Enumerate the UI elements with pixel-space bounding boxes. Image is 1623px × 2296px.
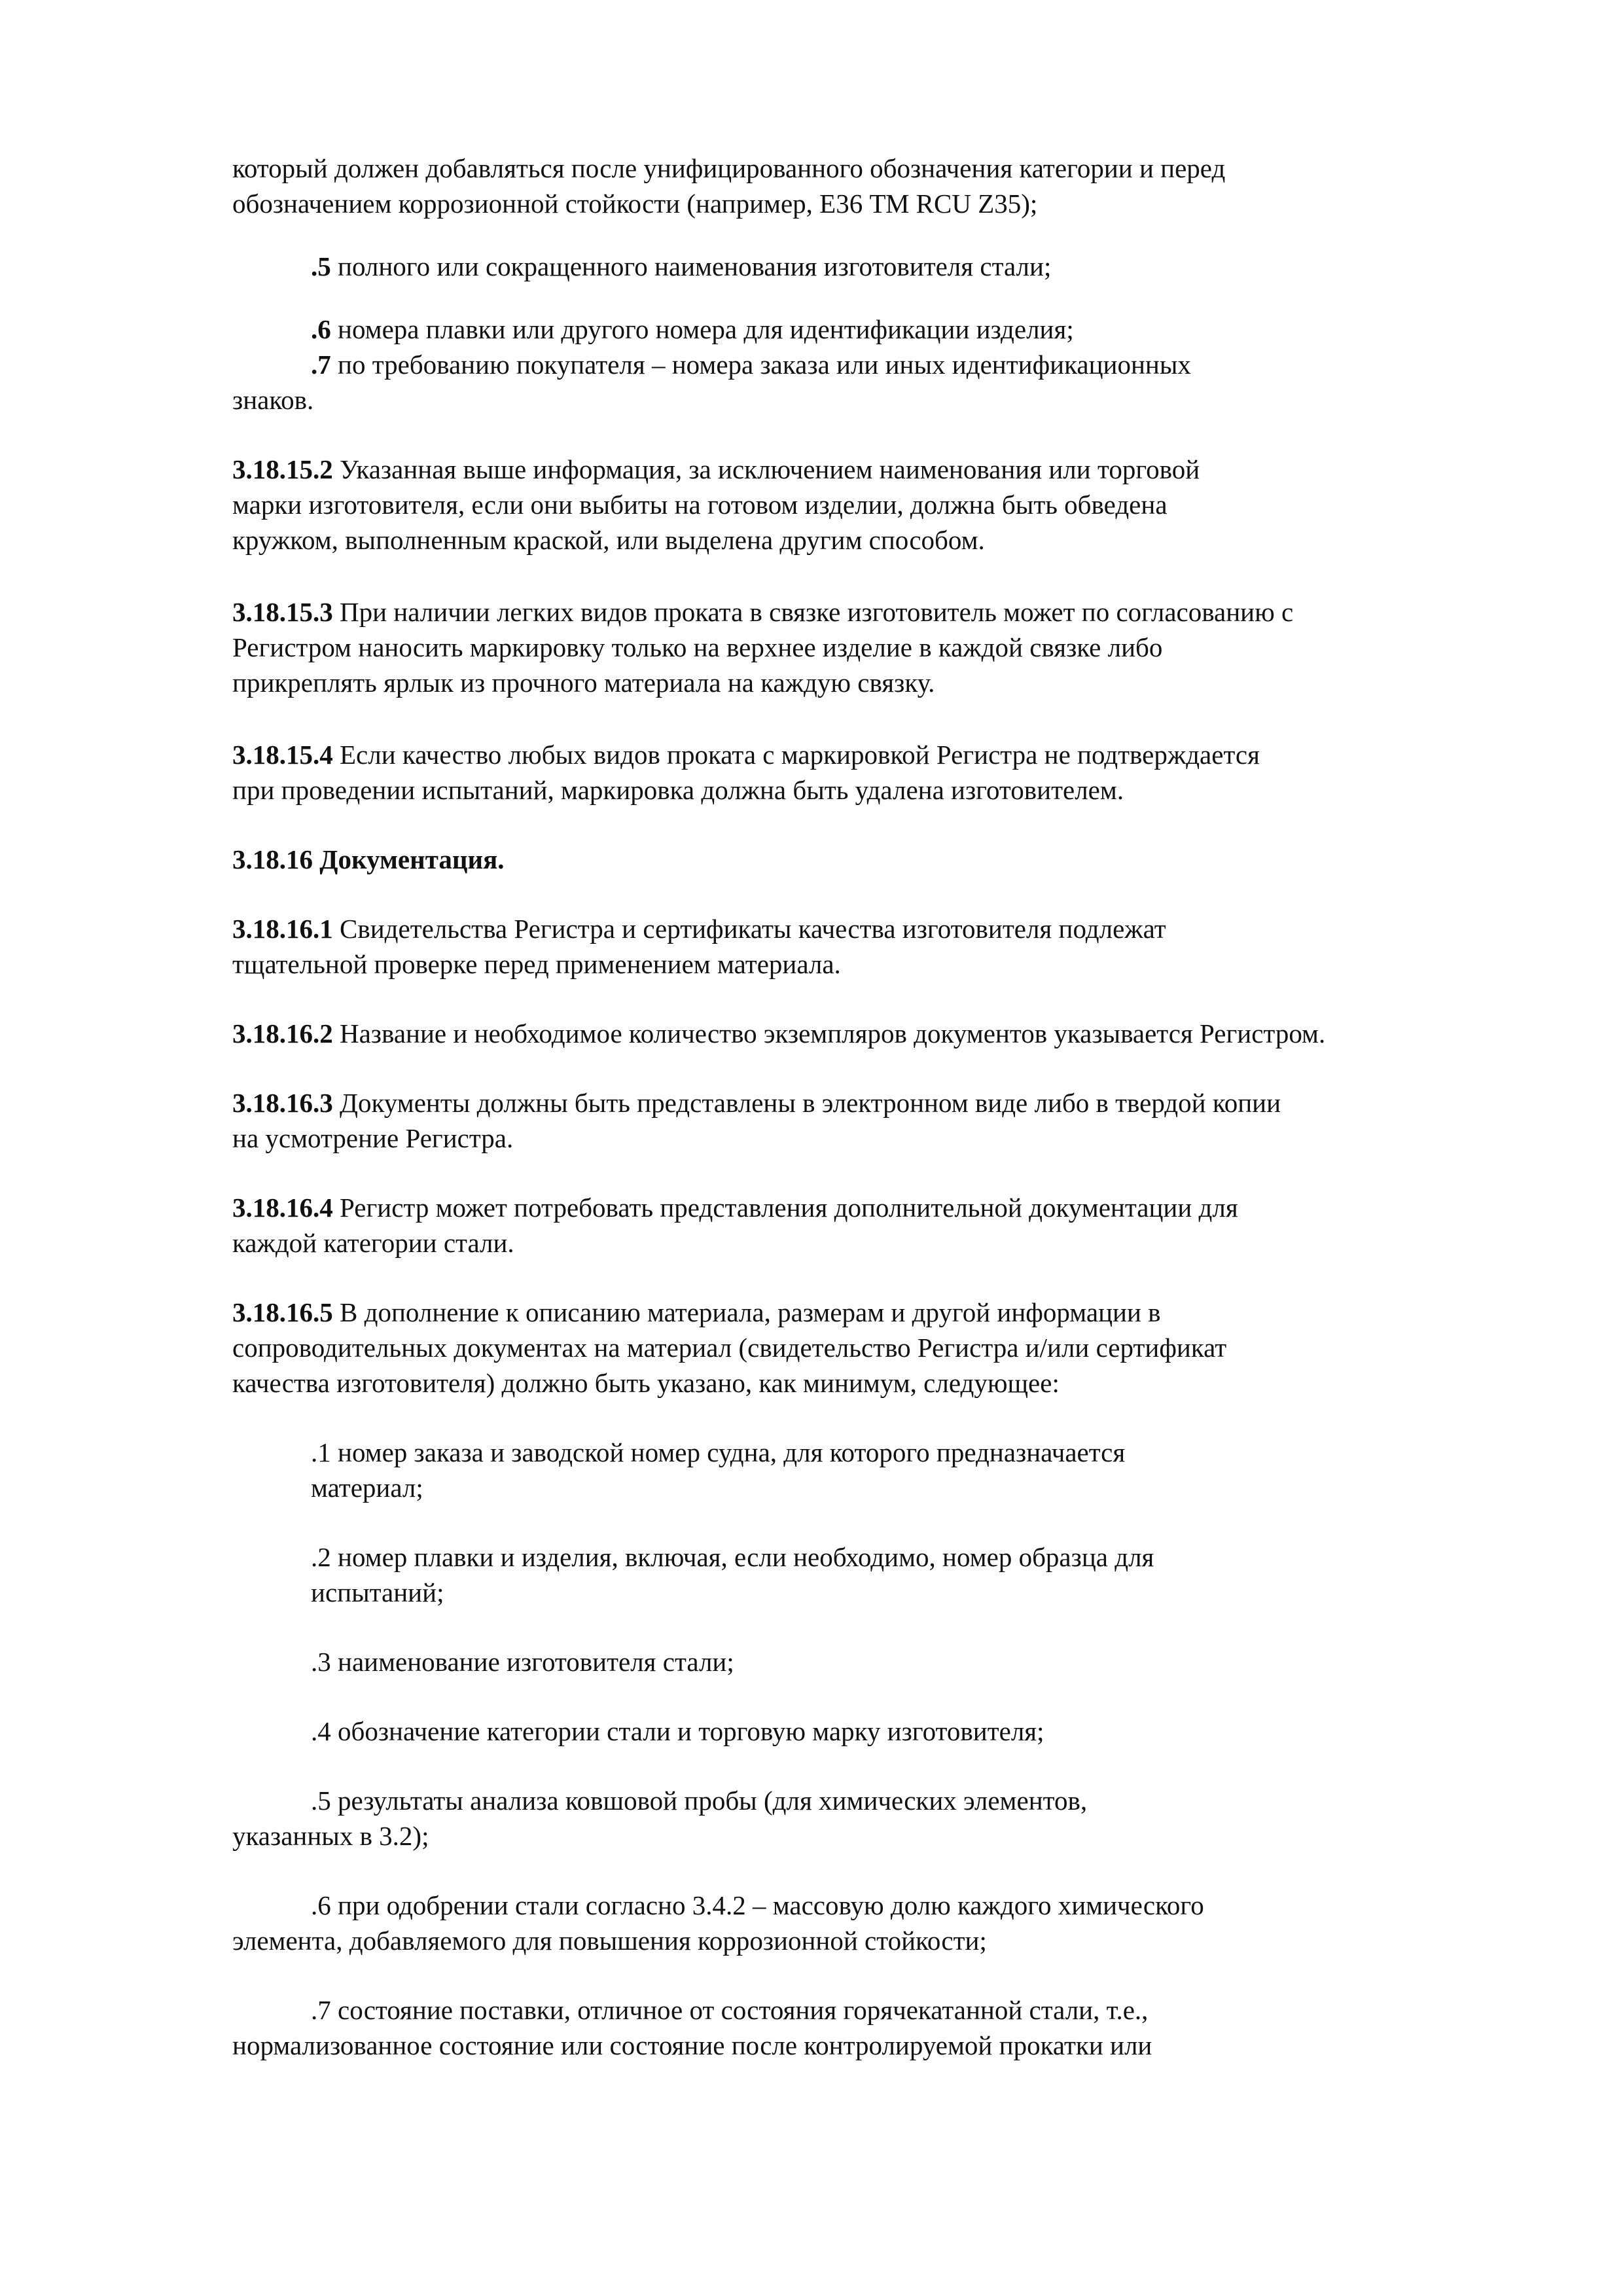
item-number: .6 — [311, 314, 331, 344]
paragraph-number: 3.18.16.3 — [232, 1088, 333, 1118]
paragraph-3-18-15-3-line-3: прикреплять ярлык из прочного материала на каждую связку. — [232, 668, 935, 698]
paragraph-3-18-16-5-line-3: качества изготовителя) должно быть указано, как минимум, следующее: — [232, 1368, 1060, 1398]
paragraph-number: 3.18.15.2 — [232, 454, 333, 484]
paragraph-3-18-16-5-line-2: сопроводительных документах на материал (свидетельство Регистра и/или сертификат — [232, 1333, 1227, 1363]
paragraph-text: В дополнение к описанию материала, размерам и другой информации в — [332, 1297, 1161, 1327]
paragraph-text: При наличии легких видов проката в связке изготовитель может по согласованию с — [332, 597, 1294, 627]
continuation-line-2: обозначением коррозионной стойкости (например, Е36 ТМ RCU Z35); — [232, 188, 1038, 219]
paragraph-3-18-15-2-line-2: марки изготовителя, если они выбиты на готовом изделии, должна быть обведена — [232, 490, 1168, 520]
list-item-continuation: знаков. — [232, 385, 314, 415]
list-item: .6 при одобрении стали согласно 3.4.2 – массовую долю каждого химического — [311, 1890, 1204, 1920]
paragraph-3-18-15-4-line-2: при проведении испытаний, маркировка должна быть удалена изготовителем. — [232, 775, 1124, 805]
item-text: номера плавки или другого номера для идентификации изделия; — [330, 314, 1074, 344]
document-page — [232, 151, 1515, 2060]
paragraph-number: 3.18.16.2 — [232, 1018, 333, 1049]
paragraph-3-18-16-5-line-1 — [232, 1295, 1515, 1330]
list-item: .4 обозначение категории стали и торговую марку изготовителя; — [311, 1716, 1044, 1746]
list-item-continuation: элемента, добавляемого для повышения коррозионной стойкости; — [232, 1926, 987, 1956]
paragraph-text: Указанная выше информация, за исключением наименования или торговой — [332, 454, 1200, 484]
paragraph-number: 3.18.15.4 — [232, 740, 333, 770]
list-item: .3 наименование изготовителя стали; — [311, 1647, 734, 1677]
item-text: по требованию покупателя – номера заказа или иных идентификационных — [330, 350, 1191, 380]
paragraph-3-18-16-3-line-2: на усмотрение Регистра. — [232, 1123, 514, 1153]
paragraph-text: Название и необходимое количество экземпляров документов указывается Регистром. — [332, 1018, 1326, 1049]
list-item: .5 результаты анализа ковшовой пробы (для химических элементов, — [311, 1785, 1088, 1816]
list-item-continuation: материал; — [311, 1473, 423, 1503]
list-item — [232, 312, 1515, 347]
paragraph-number: 3.18.16.1 — [232, 914, 333, 944]
paragraph-3-18-15-2-line-1 — [232, 452, 1515, 487]
paragraph-3-18-16-4-line-2: каждой категории стали. — [232, 1228, 514, 1258]
paragraph-3-18-15-3-line-2: Регистром наносить маркировку только на верхнее изделие в каждой связке либо — [232, 632, 1163, 662]
paragraph-3-18-16-4-line-1 — [232, 1190, 1515, 1225]
list-item: .7 состояние поставки, отличное от состояния горячекатанной стали, т.е., — [311, 1995, 1149, 2025]
paragraph-number: 3.18.16.4 — [232, 1193, 333, 1223]
paragraph-3-18-16-1-line-2: тщательной проверке перед применением материала. — [232, 949, 841, 979]
section-heading: 3.18.16 Документация. — [232, 844, 505, 874]
paragraph-text: Свидетельства Регистра и сертификаты качества изготовителя подлежат — [332, 914, 1166, 944]
paragraph-3-18-16-1-line-1 — [232, 911, 1515, 946]
item-text: полного или сокращенного наименования изготовителя стали; — [330, 251, 1052, 281]
list-item — [232, 347, 1515, 382]
continuation-line-1: который должен добавляться после унифицированного обозначения категории и перед — [232, 153, 1226, 183]
paragraph-text: Регистр может потребовать представления дополнительной документации для — [332, 1193, 1238, 1223]
item-number: .7 — [311, 350, 331, 380]
paragraph-3-18-15-3-line-1 — [232, 594, 1515, 630]
list-item-continuation: указанных в 3.2); — [232, 1821, 429, 1851]
list-item: .2 номер плавки и изделия, включая, если необходимо, номер образца для — [311, 1542, 1154, 1572]
paragraph-3-18-15-4-line-1 — [232, 737, 1515, 772]
paragraph-3-18-15-2-line-3: кружком, выполненным краской, или выделена другим способом. — [232, 525, 985, 555]
list-item: .1 номер заказа и заводской номер судна, для которого предназначается — [311, 1437, 1126, 1467]
list-item — [232, 249, 1515, 284]
paragraph-3-18-16-3-line-1 — [232, 1085, 1515, 1121]
list-item-continuation: испытаний; — [311, 1577, 444, 1607]
paragraph-text: Если качество любых видов проката с маркировкой Регистра не подтверждается — [332, 740, 1260, 770]
paragraph-text: Документы должны быть представлены в электронном виде либо в твердой копии — [332, 1088, 1281, 1118]
paragraph-number: 3.18.16.5 — [232, 1297, 333, 1327]
list-item-continuation: нормализованное состояние или состояние после контролируемой прокатки или — [232, 2030, 1152, 2060]
paragraph-number: 3.18.15.3 — [232, 597, 333, 627]
paragraph-3-18-16-2-line-1 — [232, 1016, 1515, 1051]
item-number: .5 — [311, 251, 331, 281]
